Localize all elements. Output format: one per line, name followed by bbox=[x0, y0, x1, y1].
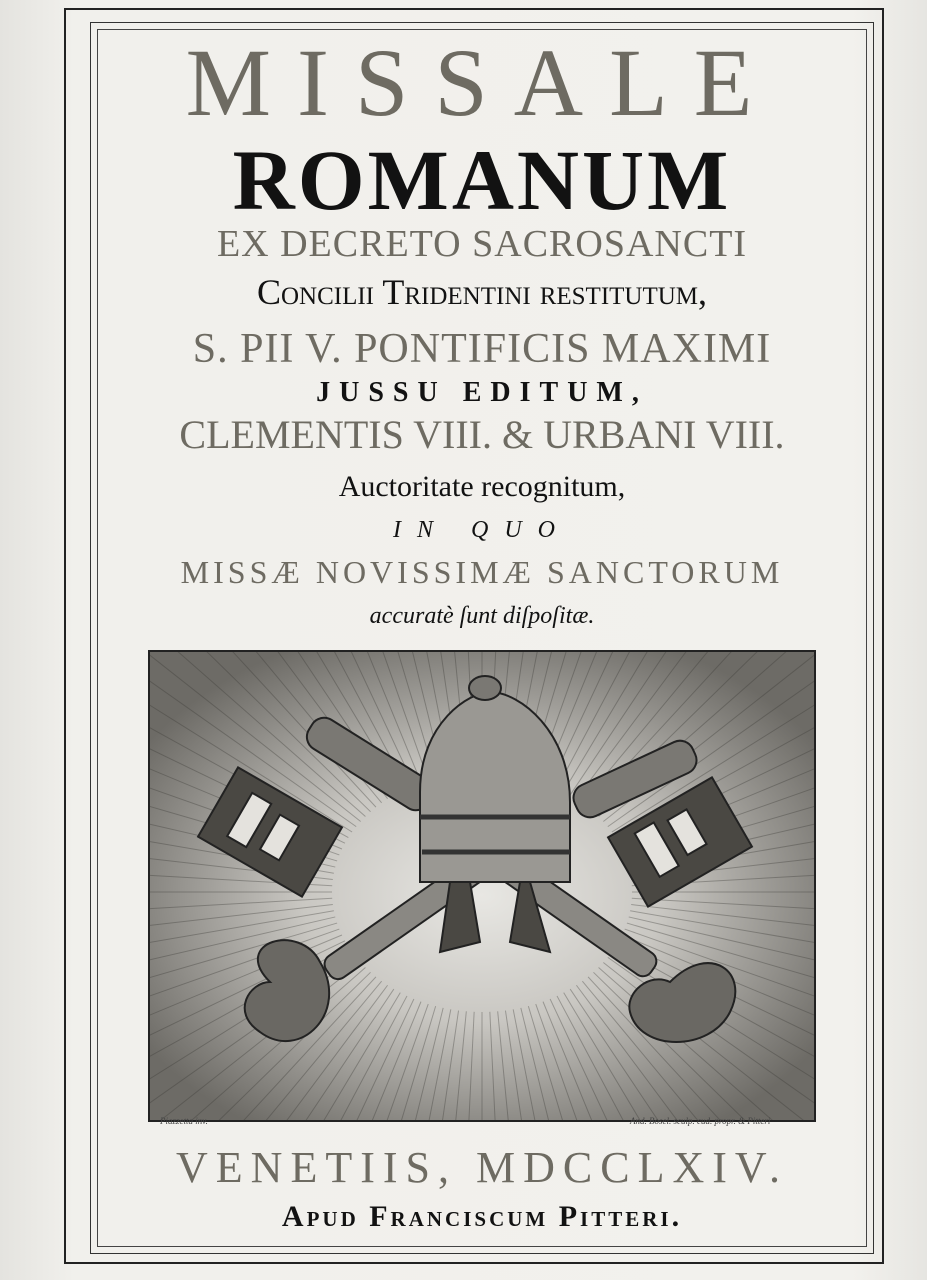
engraver-signature-right: And. Bosel. sculp. cud. propr. & Pitteri bbox=[630, 1116, 771, 1126]
tiara-keys-illustration bbox=[150, 652, 814, 1120]
subtitle-in-quo: IN QUO bbox=[393, 517, 571, 543]
subtitle-missae: MISSÆ NOVISSIMÆ SANCTORUM bbox=[180, 554, 784, 590]
engraving-tiara-keys bbox=[148, 650, 816, 1122]
imprint-place-date: VENETIIS, MDCCLXIV. bbox=[176, 1143, 788, 1192]
subtitle-jussu-editum: JUSSU EDITUM, bbox=[316, 377, 648, 408]
subtitle-auctoritate: Auctoritate recognitum, bbox=[338, 470, 626, 503]
subtitle-clementis: CLEMENTIS VIII. & URBANI VIII. bbox=[179, 412, 785, 457]
title-romanum: ROMANUM bbox=[232, 132, 732, 228]
engraver-signature-left: Piazzetta inv. bbox=[160, 1116, 208, 1126]
subtitle-accurate: accuratè ſunt diſpoſitæ. bbox=[369, 603, 595, 629]
subtitle-ex-decreto: EX DECRETO SACROSANCTI bbox=[216, 223, 748, 265]
subtitle-pii-v: S. PII V. PONTIFICIS MAXIMI bbox=[192, 326, 772, 372]
title-missale: MISSALE bbox=[185, 29, 779, 136]
imprint-printer: Apud Franciscum Pitteri. bbox=[281, 1200, 683, 1233]
subtitle-concilii: Concilii Tridentini reſtitutum, bbox=[256, 272, 708, 312]
